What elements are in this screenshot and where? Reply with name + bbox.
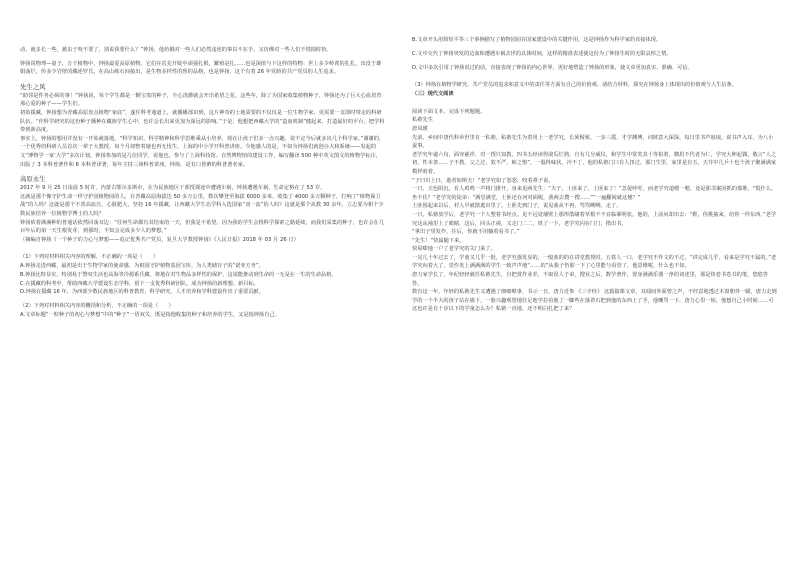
- option-d: D.文中多次引用了钟扬说过的话，直接表现了钟扬的内心世界，更好地塑造了钟扬的形象，使文章更加真实、准确、可信。: [412, 64, 693, 71]
- story-paragraph: 先前，乡间中唐代科举世里有一私塾。私塾先生为着用上一老学究，长须髯髯，一步三摇，才学渊博，词彼意大深深，每日里书声琅琅，说书声入耳，为八小蚕事。: [412, 134, 774, 150]
- question-1: （1）下列对材料相关内容的理解，不正确的一项是（ ）: [20, 254, 159, 261]
- text-paragraph: 这就是那个像守护生命一样守护国植物园的人，在青藏高原海拔达 50 多万公里，数次攀登至海拔 6000 多米，收集了 4000 多万颗种子，打响了“植物保卫战”的人吗？这就是那个不善高血压，心脏肥大，坚持 16 年援藏，让西藏大学生态学科入选国家“双一流”的人吗？这就是那个从教 30 余年，立志要为相个少数民族培养一位植物学博士的人吗？: [20, 193, 384, 217]
- story-paragraph: “先生！”快属随下来。: [412, 237, 465, 244]
- option-b: B.钟扬比特显实，特别易于赞叹生活也高海等冷源系氏藏，将地在对生物品多样性的保护，这说能推动到生命的一无是在一生的生命品格。: [20, 271, 337, 278]
- question-3: （3）钟扬在植物学研究、共产党员的追求和意义中的责任等方面有自己的价值观。请结合材料，探究在钟扬身上体现出的价值观与人生信条。: [412, 82, 737, 89]
- text-paragraph: 钟扬说物理—量子，万千植物中，钟扬最爱高原植物。它们在荒芜开绽中顽强扎根，繁殖是扎……也是深值与下这样的特物：世上多少岭诶的扎扎，出没于雄娟荡烂，传多少岩壁的藏逆罗氏。在高山练石间接出，是生物多样性的鲁的品格，也是钟扬，这个有着 26 年党龄的共产党员的人生追求。: [20, 60, 382, 76]
- story-paragraph: “子曰川上曰，逝者如斯夫！”老学究如了怒怒，咬着鼻子说。: [412, 177, 554, 184]
- option-a: A.钟扬走进西藏，最初是出于生物学家的使命感，为祖国守护植物基因宝库，为人类储存子的“诺亚方舟”。: [20, 263, 264, 270]
- story-paragraph: “拿出子里发作，往后，你就不用躺着看书了。”: [412, 229, 520, 236]
- section-heading: 先生之风: [20, 82, 46, 91]
- story-author: 唐凤瑾: [412, 125, 428, 132]
- story-paragraph: 数有这一年，年轻的私塾先生又遭遇了细细喉事，书示一日，唐力近参 《三字经》 这篇篇课文章，耳闻间外面曾之声，不经意地透过木窗朝外一瞄，唐力走到学的一个半大的孩子站在墙下，一脸兴趣观望地驻足地学拉看他了一脚些在落着石把到他的东西上了手，他嘲骂一下，唐力心里一惊，他想自己小时候……可这也许是有十步以下的学童怎么办？私塾一直地，还不明白扎把了来？: [412, 289, 777, 313]
- story-paragraph: 土匪围起来以后，村人早就散逃出里了。土匪先到门子，说见曲从不再，骂骂咧咧，走了。: [412, 203, 622, 210]
- story-paragraph: 老学究年逾六旬，面容慈祥，对一授只知教，四书五经读得滚瓜烂熟，自有几分威仪，和学生中常笑其十等拍着，横眉不代者为仁，学究大伸起偶，敬言“人之初，性本善……子不教，父之过，敦不严，师之惰”，一股得味状。冷不丁，他的私塾门口有人扭过，那门生里，家里是有五，天井中几乒十也个孩子聚满满家模样盼着。: [412, 151, 777, 175]
- left-column: [20, 0, 385, 320]
- story-paragraph: 快屋嘭地一户了老学究的关门来了。: [412, 246, 496, 253]
- text-paragraph: 事实上，钟扬的想用并没有一开始就落地。“科学知识，科学精神和科学思维乘从小培养，现在让孩子们多一点兴趣，说不定今后就多出几个科学家。”谢谢的，一个优秀的科研人员首次一辈子大教授，每个月却整着她也再无忧生，上海的中小学开科普讲座。令他感人的是，不如为钟扬们就创办大和系统——发起的文“博物学一家‘大学”多次计划，钟扬参加的是几位同学，说他也，参与了上海科技馆、自然博物馆的建设工作，编写翻译 500 种中英文图文的植物学标注，出版了 3 本科普著作和 6 本科普译著，每年主持三场科普讲座。钟扬，是有口皆碑的科普著名家。: [20, 135, 385, 168]
- text-paragraph: 钟扬依着满满种的普通话依然回荡耳边：“任何生命都有其结束的一天，但我是不希望。因为我的学生会将科学探索之路延续，而我们采集的种子，也许会在几百年后的第一天生根发芽，到那时，不知会完成多少人的梦想。”: [20, 219, 385, 235]
- left-paragraph-intro: [20, 46, 385, 55]
- text-paragraph: 2017 年 9 月 25 日凌晨 5 时许，内蒙古鄂尔多斯市，在为民族地区干部授课途中遭遇车祸，钟扬遭遇车祸，生命定格在了 53 岁。: [20, 185, 326, 192]
- story-paragraph: 一日，天色阴沉，有人鸡鸣一声将门推开，身来见两先生：“夫子，土匪来了，土匪来了！”急促呼吁，而老学究道嗯一嗯，竟是那书案因抓的那堆，“慌什么，坐不住？”老学究的徒弟：“满堂满堂，土匪还在河对面呢，我两去搜一搜……”“一遍翻阅就这便？”: [412, 186, 777, 201]
- story-paragraph: 一日，私塾放学后，老学究一个人整着书经点。见不远处墙壁上那形散刷着草根不不宜临摹明状，他的，上前问却出去：“鞋，你挑抽来，给你一样东西。”老学究这从袖里上了眼睛，这后，回头正视，又走门二二，铁了一下，老学究闪在门门，揩出书，: [412, 211, 777, 227]
- story-paragraph: 唐力家学长了，年纪轻轻就任私塾先生，自把赏作业差，不取误人子弟，搜业之后，数学著作，置身满满乐器一净的词述里，那是快卷书卷书的笔，悠悠答答。: [412, 272, 769, 287]
- option-c: C.文中交代了钟扬突发的边血和遭遇车祸去世的具体时间，这样的精准表述使这份为了钟扬生时的无限哀悼之情。: [412, 50, 672, 57]
- text-paragraph: “助邻是件务必须的事！”钟扬说，每个学生都是一颗宝贵的种子，全心浇灌就会开出希望之花。这些年，除了为国家收集植物种子，钟扬还为了巨大心血培育那心爱的种子——学生们。: [20, 92, 382, 108]
- story-title: 私塾先生: [412, 117, 433, 124]
- option-b: B.文章开头用简短平等三个事例描写了植物园园在国家建设中的关键作用，这是钟扬作为科学家的直接体现。: [412, 37, 662, 43]
- right-column: [412, 0, 777, 314]
- question-2: （2）下列对材料相关内容的概括和分析，不正确的一项是（ ）: [20, 303, 174, 310]
- option-a: A.文章标题“一粒种子的初心与梦想”中的“种子”一语双关，既是指他收集的种子和培养的学生，又是指钟扬自己。: [20, 312, 280, 319]
- option-d: D.钟扬在援藏 16 年，为西部少数民族地区的科普教育、科学研究、人才培养和学科建设作出了重要贡献。: [20, 289, 264, 296]
- instructions: 阅读下面文本，完成下列题题。: [412, 108, 486, 115]
- section-heading: （三）现代文阅读: [412, 91, 454, 98]
- section-heading: 高原永生: [20, 175, 46, 184]
- source-citation: （摘编自钟扬《一个种子的力心与梦想——追记优秀共产党员、复旦大学教授钟扬》《人民日报》2018 年 03 月 26 日）: [20, 236, 299, 243]
- text-paragraph: 初始援藏，钟扬想为青藏高原盘点植物“家底”，遂任科考通道上，就播播部识到，这片神奇的土地需要的不仅仅是一位生物学家，更需要一支即时带走的科研队伍。“作科学研究的这份种子播种在藏族学生心中，也许会长出来更加为深远的影响。”于是，他想把西藏大学的“造血机制”健起来，打造最好的平台，把学科带到新高度。: [20, 109, 385, 134]
- option-c: C.在援藏的科考中，帮助西藏大学建设生态学科，留下一支优秀科研团队，成为钟扬的新理想、新目标。: [20, 280, 259, 287]
- text-paragraph: 动，就多长一些，被虫子咬不要了，别说我要什么？”钟扬，他坊俄对一些人们必然违逆的事以不在手，又仿佛对一些人们不惜损时拾。: [20, 47, 332, 53]
- story-paragraph: 一晃几十年过去了，学童又几乎一批，老学究强发显的，一般蓝的的在讲堂教授时。五铁人一口，老学究不作文的不过，“讲完成几乎，看来是学究不属的。”老学究向着大了，觉作发上满满满的学生一致声声地“……的”从我子仍那一下了心里能与看管了，他思维呢，什么也不知。: [412, 254, 777, 270]
